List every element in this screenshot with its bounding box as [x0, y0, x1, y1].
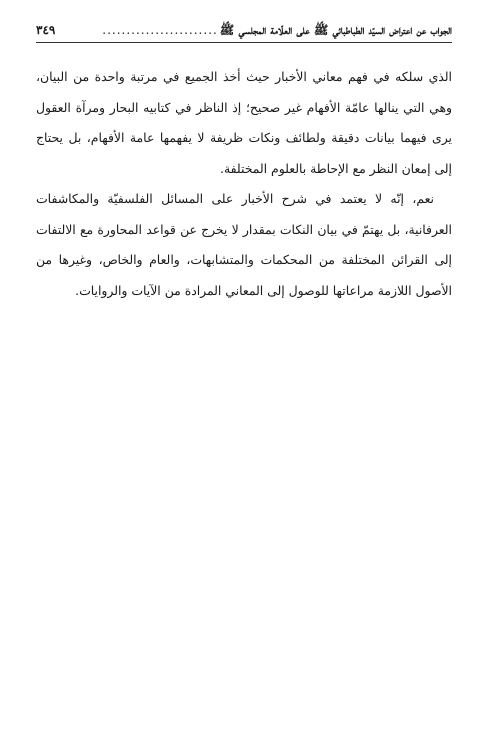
- leader-dots: ........................: [102, 23, 218, 37]
- running-header: [36, 22, 452, 38]
- running-header-title: الجواب عن اعتراض السيّد الطباطبائي ﷺ على العلّامة المجلسي ﷺ: [219, 23, 452, 37]
- header-divider: [36, 42, 452, 43]
- paragraph-2: نعم، إنّه لا يعتمد في شرح الأخبار على المسائل الفلسفيّة والمكاشفات العرفانية، بل يهتمّ في بيان النكات بمقدار لا يخرج عن قواعد المحاورة مع الالتفات إلى القرائن المختلفة من المحكمات والمتشابهات، والعام والخاص، وغيرها من الأصول اللازمة مراعاتها للوصول إلى المعاني المرادة من الآيات والروايات.: [36, 191, 452, 298]
- paragraph-1: الذي سلكه في فهم معاني الأخبار حيث أخذ الجميع في مرتبة واحدة من البيان، وهي التي ينالها عامّة الأفهام غير صحيح؛ إذ الناظر في كتابيه البحار ومرآة العقول يرى فيهما بيانات دقيقة ولطائف ونكات ظريفة لا يفهمها عامة الأفهام، بل يحتاج إلى إمعان النظر مع الإحاطة بالعلوم المختلفة.: [36, 69, 452, 176]
- page-number: ٣٤٩: [36, 23, 56, 37]
- body-text: [36, 62, 452, 306]
